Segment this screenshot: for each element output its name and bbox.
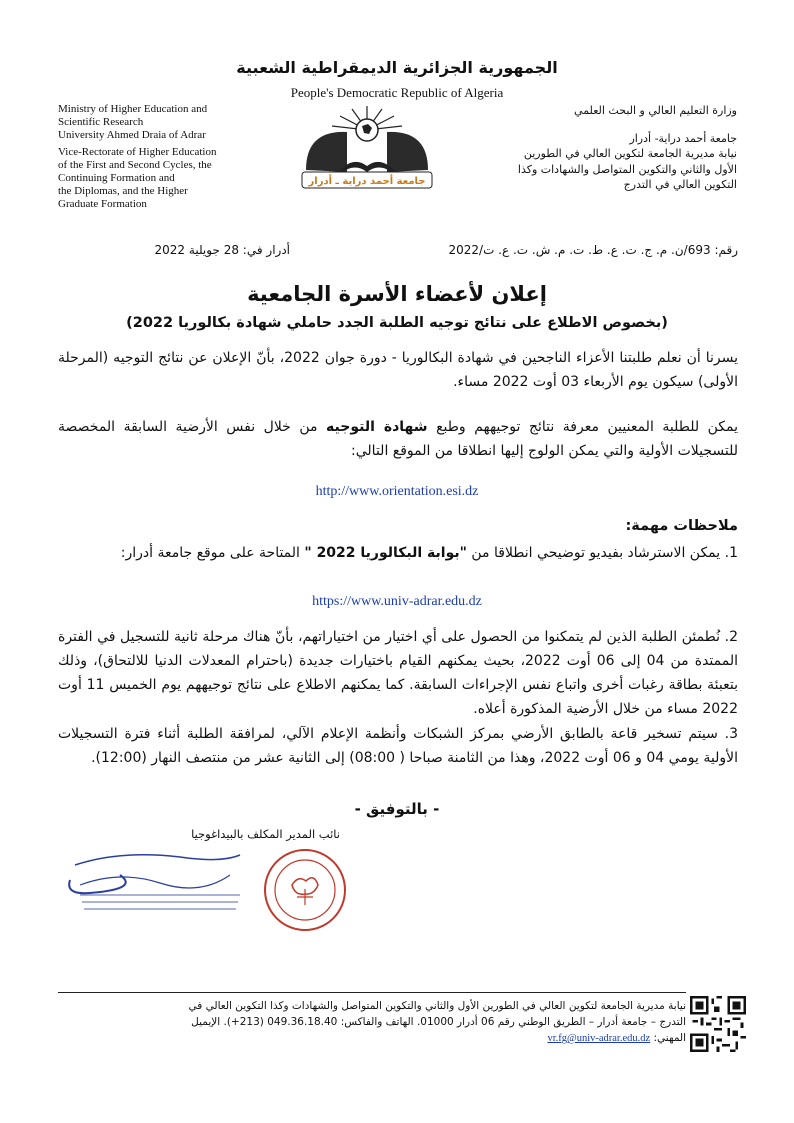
signer-title: نائب المدير المكلف بالبيداغوجيا <box>191 827 340 841</box>
ar-line: نيابة مديرية الجامعة لتكوين العالي في الطورين <box>523 147 737 160</box>
ar-line: وزارة التعليم العالي و البحث العلمي <box>574 104 737 117</box>
footer-divider <box>58 992 686 993</box>
country-title-ar: الجمهورية الجزائرية الديمقراطية الشعبية <box>236 58 558 77</box>
closing-wish: - بالتوفيق - <box>354 800 440 818</box>
university-seal <box>265 850 345 930</box>
p2-bold: شهادة التوجيه <box>326 419 428 435</box>
en-line: Graduate Formation <box>58 198 147 210</box>
ar-line: التكوين العالي في التدرج <box>623 178 737 191</box>
reference-number: رقم: 693/ن. م. ج. ت. ع. ط. ت. م. ش. ت. ع. ت/2022 <box>448 243 738 257</box>
note1-text-a: 1. يمكن الاسترشاد بفيديو توضيحي انطلاقا من <box>466 545 738 561</box>
english-header-block <box>58 103 283 211</box>
en-line: University Ahmed Draia of Adrar <box>58 129 206 141</box>
en-line: Ministry of Higher Education and <box>58 103 208 115</box>
ar-line: الأول والثاني والتكوين المتواصل والشهادات وكذا <box>517 162 737 176</box>
qr-code <box>690 996 746 1052</box>
announcement-title: إعلان لأعضاء الأسرة الجامعية <box>247 282 547 306</box>
en-line: the Diplomas, and the Higher <box>58 185 188 197</box>
note1-bold: "بوابة البكالوريا 2022 " <box>304 545 467 561</box>
paragraph-2 <box>58 415 738 463</box>
ar-line: جامعة أحمد دراية- أدرار <box>629 131 737 145</box>
signature-stamp-area <box>60 845 380 935</box>
document-date: أدرار في: 28 جويلية 2022 <box>154 243 290 257</box>
en-line: Vice-Rectorate of Higher Education <box>58 146 217 158</box>
arabic-header-block <box>455 103 737 193</box>
en-line: Continuing Formation and <box>58 172 175 184</box>
note-1 <box>58 541 738 565</box>
announcement-subtitle: (بخصوص الاطلاع على نتائج توجيه الطلبة الجدد حاملي شهادة بكالوريا 2022) <box>126 315 668 331</box>
logo-caption: جامعة أحمد دراية ـ أدرار <box>308 176 426 187</box>
footer-email-label: المهني: <box>653 1032 686 1044</box>
orientation-link[interactable]: http://www.orientation.esi.dz <box>315 484 479 499</box>
note1-text-b: المتاحة على موقع جامعة أدرار: <box>120 545 305 561</box>
footer-email-link[interactable]: vr.fg@univ-adrar.edu.dz <box>547 1033 651 1044</box>
paragraph-1: يسرنا أن نعلم طلبتنا الأعزاء الناجحين في شهادة البكالوريا - دورة جوان 2022، بأنّ الإعلان عن نتائج التوجيه (المرحلة الأولى) سيكون يوم الأربعاء 03 أوت 2022 مساء. <box>58 350 739 390</box>
en-line: Scientific Research <box>58 116 144 128</box>
note-2: 2. نُطمئن الطلبة الذين لم يتمكنوا من الحصول على أي اختيار من اختياراتهم، بأنّ هناك مرحلة ثانية للتسجيل في الفترة الممتدة من 04 إلى 06 أوت 2022، بحيث يمكنهم القيام باختيارات جديدة (باحترام المعدلات الدنيا للالتحاق)، وذلك بتعبئة بطاقة رغبات أخرى واتباع نفس الإجراءات السابقة. كما يمكنهم الاطلاع على نتائج توجيههم يوم الخميس 11 أوت 2022 مساء من خلال الأرضية المذكورة أعلاه. <box>58 629 739 717</box>
notes-heading: ملاحظات مهمة: <box>625 518 738 534</box>
university-logo <box>292 100 442 200</box>
note-3: 3. سيتم تسخير قاعة بالطابق الأرضي بمركز الشبكات وأنظمة الإعلام الآلي، لمرافقة الطلبة أثناء فترة التسجيلات الأولية يومي 04 و 06 أوت 2022، وهذا من الثامنة صباحا ( 08:00) إلى الثانية عشر من منتصف النهار (12:00). <box>58 726 738 766</box>
p2-text-a: يمكن للطلبة المعنيين معرفة نتائج توجيههم وطبع <box>427 419 739 435</box>
director-stamp <box>69 855 240 909</box>
country-title-en: People's Democratic Republic of Algeria <box>290 85 504 100</box>
footer-line-2: التدرج – جامعة أدرار – الطريق الوطني رقم 06 أدرار 01000. الهاتف والفاكس: 049.36.18.40 (213+). الإيميل <box>191 1016 686 1028</box>
footer-address <box>120 998 686 1047</box>
p2-text-b: من خلال نفس الأرضية السابقة المخصصة للتسجيلات الأولية والتي يمكن الولوج إليها انطلاقا من الموقع التالي: <box>58 419 738 459</box>
university-link[interactable]: https://www.univ-adrar.edu.dz <box>312 594 482 609</box>
footer-line-1: نيابة مديرية الجامعة لتكوين العالي في الطورين الأول والثاني والتكوين المتواصل والشهادات وكذا التكوين العالي في <box>188 1000 686 1012</box>
en-line: of the First and Second Cycles, the <box>58 159 212 171</box>
